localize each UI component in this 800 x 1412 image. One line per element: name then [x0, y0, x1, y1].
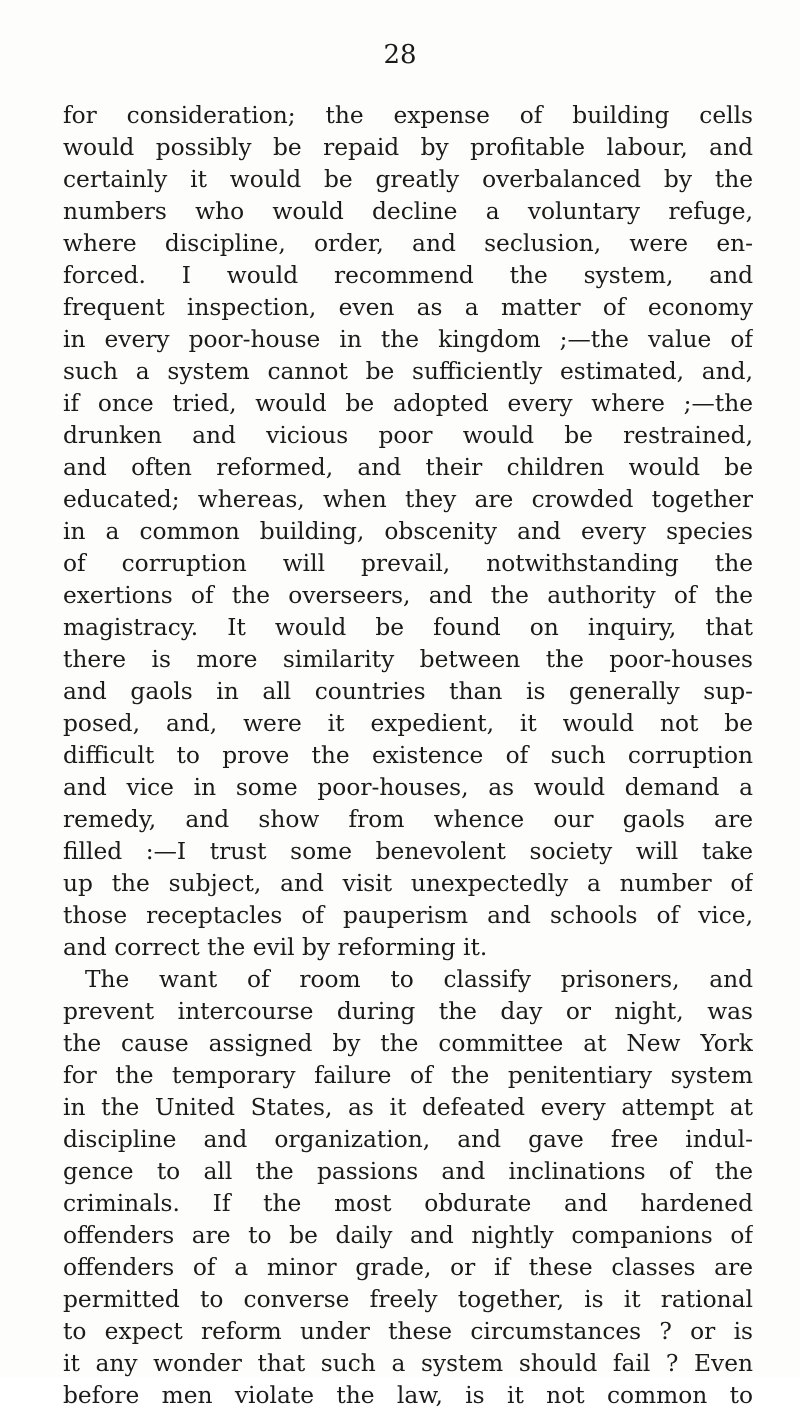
- text-line: to expect reform under these circumstances ? or is: [63, 1318, 753, 1345]
- text-line: prevent intercourse during the day or night, was: [63, 998, 753, 1025]
- text-line: there is more similarity between the poor-houses: [63, 646, 753, 673]
- text-line: certainly it would be greatly overbalanced by the: [63, 166, 753, 193]
- text-line: criminals. If the most obdurate and hardened: [63, 1190, 753, 1217]
- text-line: posed, and, were it expedient, it would not be: [63, 710, 753, 737]
- paragraph-end-line: and correct the evil by reforming it.: [63, 934, 488, 961]
- text-line: forced. I would recommend the system, and: [63, 262, 753, 289]
- text-line: the cause assigned by the committee at New York: [63, 1030, 753, 1057]
- text-line: numbers who would decline a voluntary refuge,: [63, 198, 753, 225]
- page-number: 28: [383, 40, 417, 70]
- text-line: exertions of the overseers, and the authority of the: [63, 582, 753, 609]
- text-line: difficult to prove the existence of such corruption: [63, 742, 753, 769]
- text-line: in the United States, as it defeated every attempt at: [63, 1094, 753, 1121]
- text-line: would possibly be repaid by profitable labour, and: [63, 134, 753, 161]
- text-line: and vice in some poor-houses, as would demand a: [63, 774, 753, 801]
- text-line: where discipline, order, and seclusion, were en-: [63, 230, 753, 257]
- text-line: permitted to converse freely together, is it rational: [63, 1286, 753, 1313]
- paragraph-start-line: The want of room to classify prisoners, and: [85, 966, 753, 993]
- text-line: drunken and vicious poor would be restrained,: [63, 422, 753, 449]
- text-line: if once tried, would be adopted every where ;—the: [63, 390, 753, 417]
- text-line: frequent inspection, even as a matter of economy: [63, 294, 753, 321]
- text-line: in every poor-house in the kingdom ;—the value of: [63, 326, 753, 353]
- text-line: of corruption will prevail, notwithstanding the: [63, 550, 753, 577]
- text-line: remedy, and show from whence our gaols are: [63, 806, 753, 833]
- text-line: in a common building, obscenity and every species: [63, 518, 753, 545]
- text-line: it any wonder that such a system should fail ? Even: [63, 1350, 753, 1377]
- text-line: gence to all the passions and inclinations of the: [63, 1158, 753, 1185]
- text-line: for consideration; the expense of building cells: [63, 102, 753, 129]
- text-line: those receptacles of pauperism and schools of vice,: [63, 902, 753, 929]
- text-line: and gaols in all countries than is generally sup-: [63, 678, 753, 705]
- text-line: for the temporary failure of the penitentiary system: [63, 1062, 753, 1089]
- text-line: offenders are to be daily and nightly companions of: [63, 1222, 753, 1249]
- text-line: discipline and organization, and gave free indul-: [63, 1126, 753, 1153]
- text-line: educated; whereas, when they are crowded together: [63, 486, 753, 513]
- text-line: magistracy. It would be found on inquiry, that: [63, 614, 753, 641]
- text-line: such a system cannot be sufficiently estimated, and,: [63, 358, 753, 385]
- text-line: up the subject, and visit unexpectedly a number of: [63, 870, 753, 897]
- text-line: filled :—I trust some benevolent society will take: [63, 838, 753, 865]
- body-text: [63, 100, 753, 1412]
- text-line: and often reformed, and their children would be: [63, 454, 753, 481]
- text-line: before men violate the law, is it not common to: [63, 1382, 753, 1409]
- text-line: offenders of a minor grade, or if these classes are: [63, 1254, 753, 1281]
